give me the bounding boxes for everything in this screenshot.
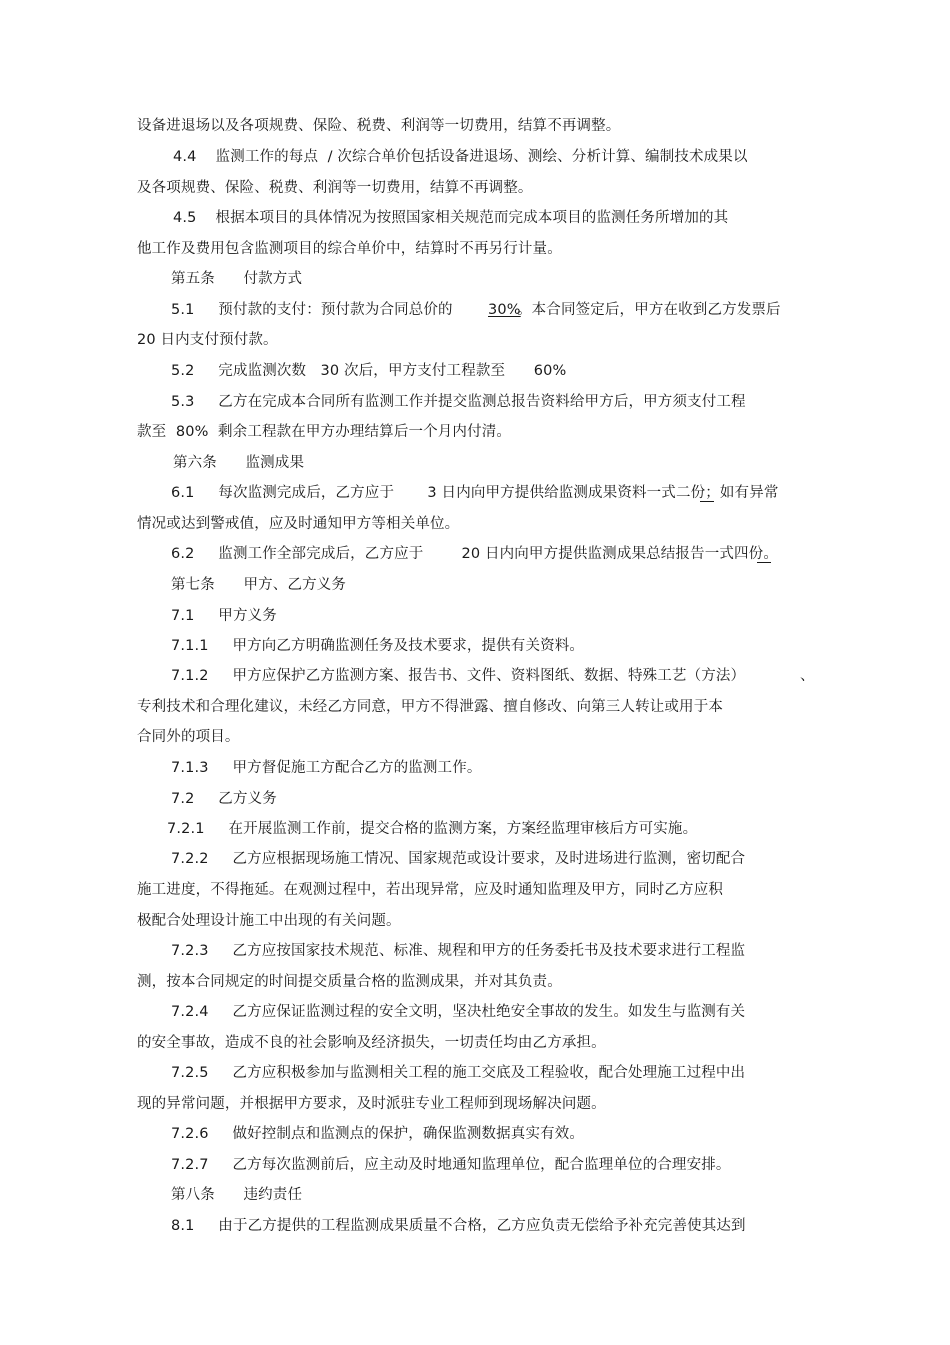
clause-7-2: 7.2 乙方义务 xyxy=(171,791,277,807)
clause-7-1-3: 7.1.3 甲方督促施工方配合乙方的监测工作。 xyxy=(171,760,482,776)
text-line: 款至 80% 剩余工程款在甲方办理结算后一个月内付清。 xyxy=(137,424,512,440)
text-line: 极配合处理设计施工中出现的有关问题。 xyxy=(137,913,401,929)
clause-5-1-percent: 30% xyxy=(488,302,521,318)
clause-5-2: 5.2 完成监测次数 30 次后，甲方支付工程款至 60% xyxy=(171,363,567,379)
clause-7-1: 7.1 甲方义务 xyxy=(171,608,277,624)
clause-7-2-5: 7.2.5 乙方应积极参加与监测相关工程的施工交底及工程验收，配合处理施工过程中出 xyxy=(171,1065,746,1081)
clause-6-2: 6.2 监测工作全部完成后，乙方应于 20 日内向甲方提供监测成果总结报告一式四份。 xyxy=(171,546,778,562)
text-line: 情况或达到警戒值，应及时通知甲方等相关单位。 xyxy=(137,516,460,532)
article-7-heading: 第七条 甲方、乙方义务 xyxy=(171,577,347,593)
text-line: 专利技术和合理化建议，未经乙方同意，甲方不得泄露、擅自修改、向第三人转让或用于本 xyxy=(137,699,723,715)
text-line: 施工进度，不得拖延。在观测过程中，若出现异常，应及时通知监理及甲方，同时乙方应积 xyxy=(137,882,723,898)
article-5-heading: 第五条 付款方式 xyxy=(171,271,303,287)
clause-7-2-1: 7.2.1 在开展监测工作前，提交合格的监测方案，方案经监理审核后方可实施。 xyxy=(167,821,698,837)
text-line: 设备进退场以及各项规费、保险、税费、利润等一切费用，结算不再调整。 xyxy=(137,118,621,134)
underline-blank xyxy=(757,548,771,563)
clause-7-2-3: 7.2.3 乙方应按国家技术规范、标准、规程和甲方的任务委托书及技术要求进行工程监 xyxy=(171,943,746,959)
clause-6-1: 6.1 每次监测完成后，乙方应于 3 日内向甲方提供给监测成果资料一式二份；如有异常 xyxy=(171,485,779,501)
text-line: 他工作及费用包含监测项目的综合单价中，结算时不再另行计量。 xyxy=(137,241,562,257)
text-line: 20 日内支付预付款。 xyxy=(137,332,278,348)
clause-4-5: 4.5 根据本项目的具体情况为按照国家相关规范而完成本项目的监测任务所增加的其 xyxy=(173,210,729,226)
clause-8-1: 8.1 由于乙方提供的工程监测成果质量不合格，乙方应负责无偿给予补充完善使其达到 xyxy=(171,1218,746,1234)
clause-5-3: 5.3 乙方在完成本合同所有监测工作并提交监测总报告资料给甲方后，甲方须支付工程 xyxy=(171,394,746,410)
clause-7-2-4: 7.2.4 乙方应保证监测过程的安全文明，坚决杜绝安全事故的发生。如发生与监测有关 xyxy=(171,1004,746,1020)
text-line: 合同外的项目。 xyxy=(137,729,240,745)
text-line: 的安全事故，造成不良的社会影响及经济损失，一切责任均由乙方承担。 xyxy=(137,1035,606,1051)
clause-4-4: 4.4 监测工作的每点 / 次综合单价包括设备进退场、测绘、分析计算、编制技术成果以 xyxy=(173,149,748,165)
clause-7-1-2: 7.1.2 甲方应保护乙方监测方案、报告书、文件、资料图纸、数据、特殊工艺（方法） xyxy=(171,668,746,684)
article-6-heading: 第六条 监测成果 xyxy=(173,455,305,471)
clause-7-2-6: 7.2.6 做好控制点和监测点的保护，确保监测数据真实有效。 xyxy=(171,1126,585,1142)
article-8-heading: 第八条 违约责任 xyxy=(171,1187,303,1203)
clause-7-1-1: 7.1.1 甲方向乙方明确监测任务及技术要求，提供有关资料。 xyxy=(171,638,585,654)
clause-7-2-7: 7.2.7 乙方每次监测前后，应主动及时地通知监理单位，配合监理单位的合理安排。 xyxy=(171,1157,731,1173)
clause-7-2-2: 7.2.2 乙方应根据现场施工情况、国家规范或设计要求，及时进场进行监测，密切配合 xyxy=(171,851,746,867)
clause-5-1-b: 。本合同签定后，甲方在收到乙方发票后 xyxy=(517,302,781,318)
clause-5-1-a: 5.1 预付款的支付：预付款为合同总价的 xyxy=(171,302,453,318)
text-line: 现的异常问题，并根据甲方要求，及时派驻专业工程师到现场解决问题。 xyxy=(137,1096,606,1112)
underline-blank xyxy=(700,487,714,502)
text-line: 及各项规费、保险、税费、利润等一切费用，结算不再调整。 xyxy=(137,180,533,196)
trailing-mark: 、 xyxy=(800,668,815,684)
text-line: 测，按本合同规定的时间提交质量合格的监测成果，并对其负责。 xyxy=(137,974,562,990)
